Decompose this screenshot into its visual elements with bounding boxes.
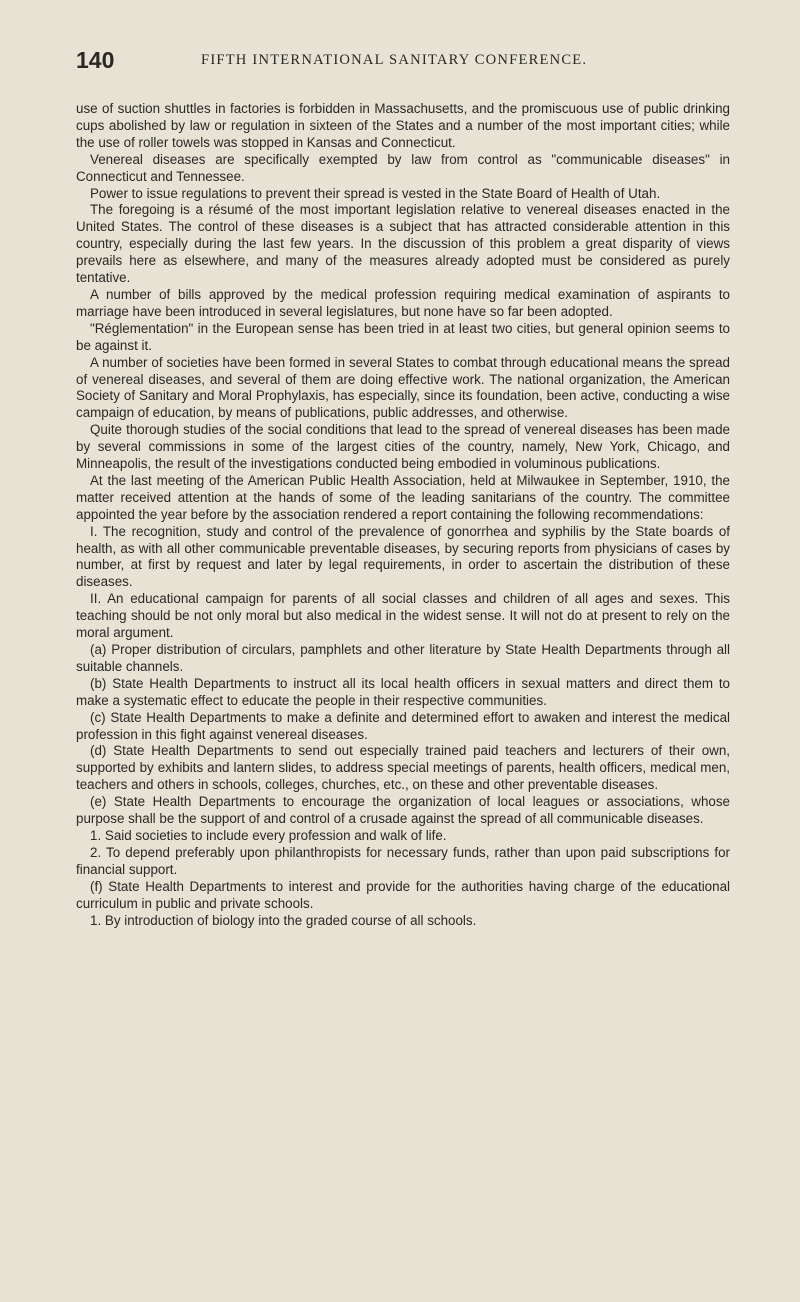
recommendation-subitem: (b) State Health Departments to instruct all its local health officers in sexual matters and direct them to make a systematic effect to educate the people in their respective communities. [76,675,730,708]
recommendation-item: II. An educational campaign for parents of all social classes and children of all ages and sexes. This teaching should be not only moral but also medical in the widest sense. It will not do at present to rely on the moral argument. [76,591,730,641]
numbered-subitem: 1. By introduction of biology into the graded course of all schools. [90,912,477,928]
paragraph: The foregoing is a résumé of the most important legislation relative to venereal diseases enacted in the United States. The control of these diseases is a subject that has attracted considerable attention in this country, especially during the last few years. In the discussion of this problem a great disparity of views prevails here as elsewhere, and many of the measures already adopted must be considered as purely tentative. [76,202,730,286]
paragraph: "Réglementation" in the European sense has been tried in at least two cities, but general opinion seems to be against it. [76,320,730,353]
paragraph: A number of bills approved by the medical profession requiring medical examination of aspirants to marriage have been introduced in several legislatures, but none have so far been adopted. [76,286,730,319]
running-head [76,47,730,71]
paragraph: A number of societies have been formed in several States to combat through educational means the spread of venereal diseases, and several of them are doing effective work. The national organization, the American Society of Sanitary and Moral Prophylaxis, has especially, since its foundation, been active, conducting a wise campaign of education, by means of publications, public addresses, and otherwise. [76,354,730,421]
recommendation-item: I. The recognition, study and control of the prevalence of gonorrhea and syphilis by the State boards of health, as with all other communicable preventable diseases, by securing reports from physicians of cases by number, at first by request and later by legal requirements, in order to ascertain the distribution of these diseases. [76,523,730,590]
recommendation-subitem: (d) State Health Departments to send out especially trained paid teachers and lecturers of their own, supported by exhibits and lantern slides, to address special meetings of parents, health officers, medical men, teachers and others in schools, colleges, churches, etc., on these and other preventable diseases. [76,743,730,793]
recommendation-subitem: (f) State Health Departments to interest and provide for the authorities having charge of the educational curriculum in public and private schools. [76,878,730,911]
paragraph: At the last meeting of the American Public Health Association, held at Milwaukee in September, 1910, the matter received attention at the hands of some of the leading sanitarians of the country. The committee appointed the year before by the association rendered a report containing the following recommendations: [76,472,730,522]
recommendation-subitem: (e) State Health Departments to encourage the organization of local leagues or associations, whose purpose shall be the support of and control of a crusade against the spread of all communicable diseases. [76,794,730,827]
numbered-subitem: 1. Said societies to include every profession and walk of life. [90,827,447,843]
page-number: 140 [76,47,115,73]
paragraph: use of suction shuttles in factories is forbidden in Massachusetts, and the promiscuous use of public drinking cups abolished by law or regulation in sixteen of the States and a number of the most important cities; while the use of roller towels was stopped in Kansas and Connecticut. [76,101,730,150]
recommendation-subitem: (c) State Health Departments to make a definite and determined effort to awaken and interest the medical profession in this fight against venereal diseases. [76,709,730,742]
paragraph: Quite thorough studies of the social conditions that lead to the spread of venereal diseases has been made by several commissions in some of the largest cities of the country, namely, New York, Chicago, and Minneapolis, the result of the investigations conducted being embodied in voluminous publications. [76,422,730,472]
paragraph: Power to issue regulations to prevent their spread is vested in the State Board of Health of Utah. [90,185,661,201]
recommendation-subitem: (a) Proper distribution of circulars, pamphlets and other literature by State Health Departments through all suitable channels. [76,642,730,674]
body-text [76,101,730,929]
running-title: FIFTH INTERNATIONAL SANITARY CONFERENCE. [201,52,588,68]
paragraph: Venereal diseases are specifically exempted by law from control as "communicable diseases" in Connecticut and Tennessee. [76,151,730,184]
numbered-subitem: 2. To depend preferably upon philanthropists for necessary funds, rather than upon paid subscriptions for financial support. [76,844,730,877]
